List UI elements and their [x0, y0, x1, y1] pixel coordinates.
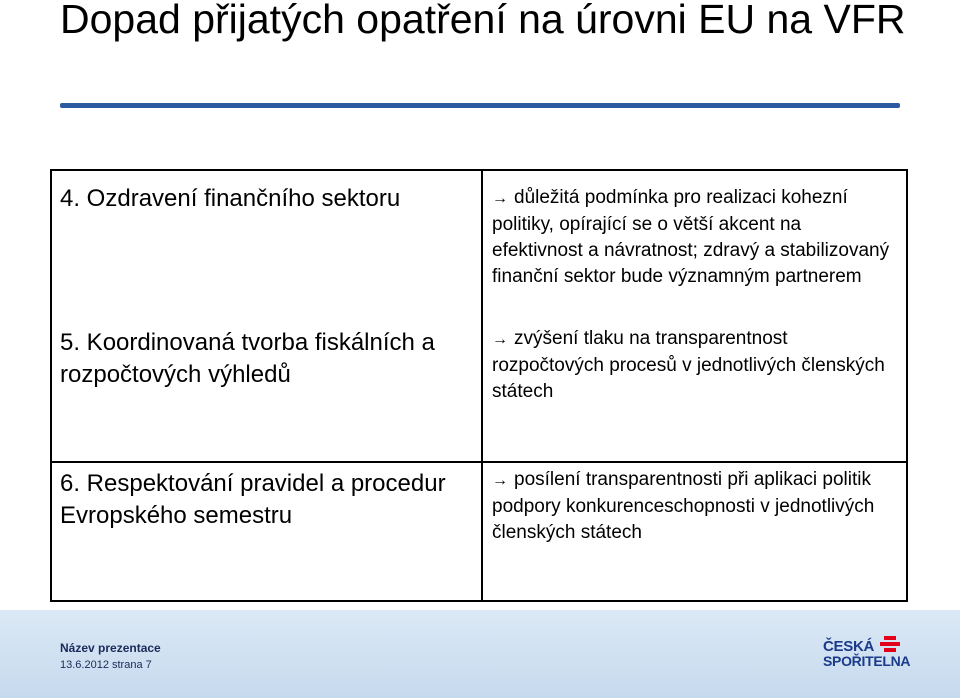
- presentation-name: Název prezentace: [60, 641, 161, 655]
- measures-table: [50, 169, 908, 602]
- slide-title: Dopad přijatých opatření na úrovni EU na VFR: [60, 0, 906, 42]
- title-underline: [60, 103, 900, 108]
- row-1-description-text: důležitá podmínka pro realizaci kohezní politiky, opírající se o větší akcent na efektivnost a návratnost; zdravý a stabilizovaný finanční sektor bude významným partnerem: [492, 187, 890, 287]
- row-1-description: [492, 185, 897, 290]
- logo-line-2: SPOŘITELNA: [823, 653, 911, 669]
- row-2-description-text: zvýšení tlaku na transparentnost rozpočtových procesů v jednotlivých členských státech: [492, 328, 885, 402]
- footer-bar: [0, 610, 960, 698]
- row-2-description: [492, 326, 897, 405]
- row-3-description-text: posílení transparentnosti při aplikaci politik podpory konkurenceschopnosti v jednotlivých členských státech: [492, 469, 875, 543]
- row-2-label: 5. Koordinovaná tvorba fiskálních a rozpočtových výhledů: [60, 329, 435, 388]
- ceska-sporitelna-logo: [823, 636, 911, 670]
- arrow-icon: →: [492, 331, 508, 348]
- row-divider: [52, 461, 906, 463]
- row-1-label: 4. Ozdravení finančního sektoru: [60, 185, 401, 212]
- arrow-icon: →: [492, 190, 508, 207]
- logo-line-1: ČESKÁ: [823, 638, 875, 655]
- row-3-label: 6. Respektování pravidel a procedur Evropského semestru: [60, 470, 446, 529]
- date-page: 13.6.2012 strana 7: [60, 659, 152, 671]
- arrow-icon: →: [492, 472, 508, 489]
- logo-mark-icon: [880, 636, 900, 653]
- column-divider: [481, 171, 483, 600]
- row-3-description: [492, 467, 897, 546]
